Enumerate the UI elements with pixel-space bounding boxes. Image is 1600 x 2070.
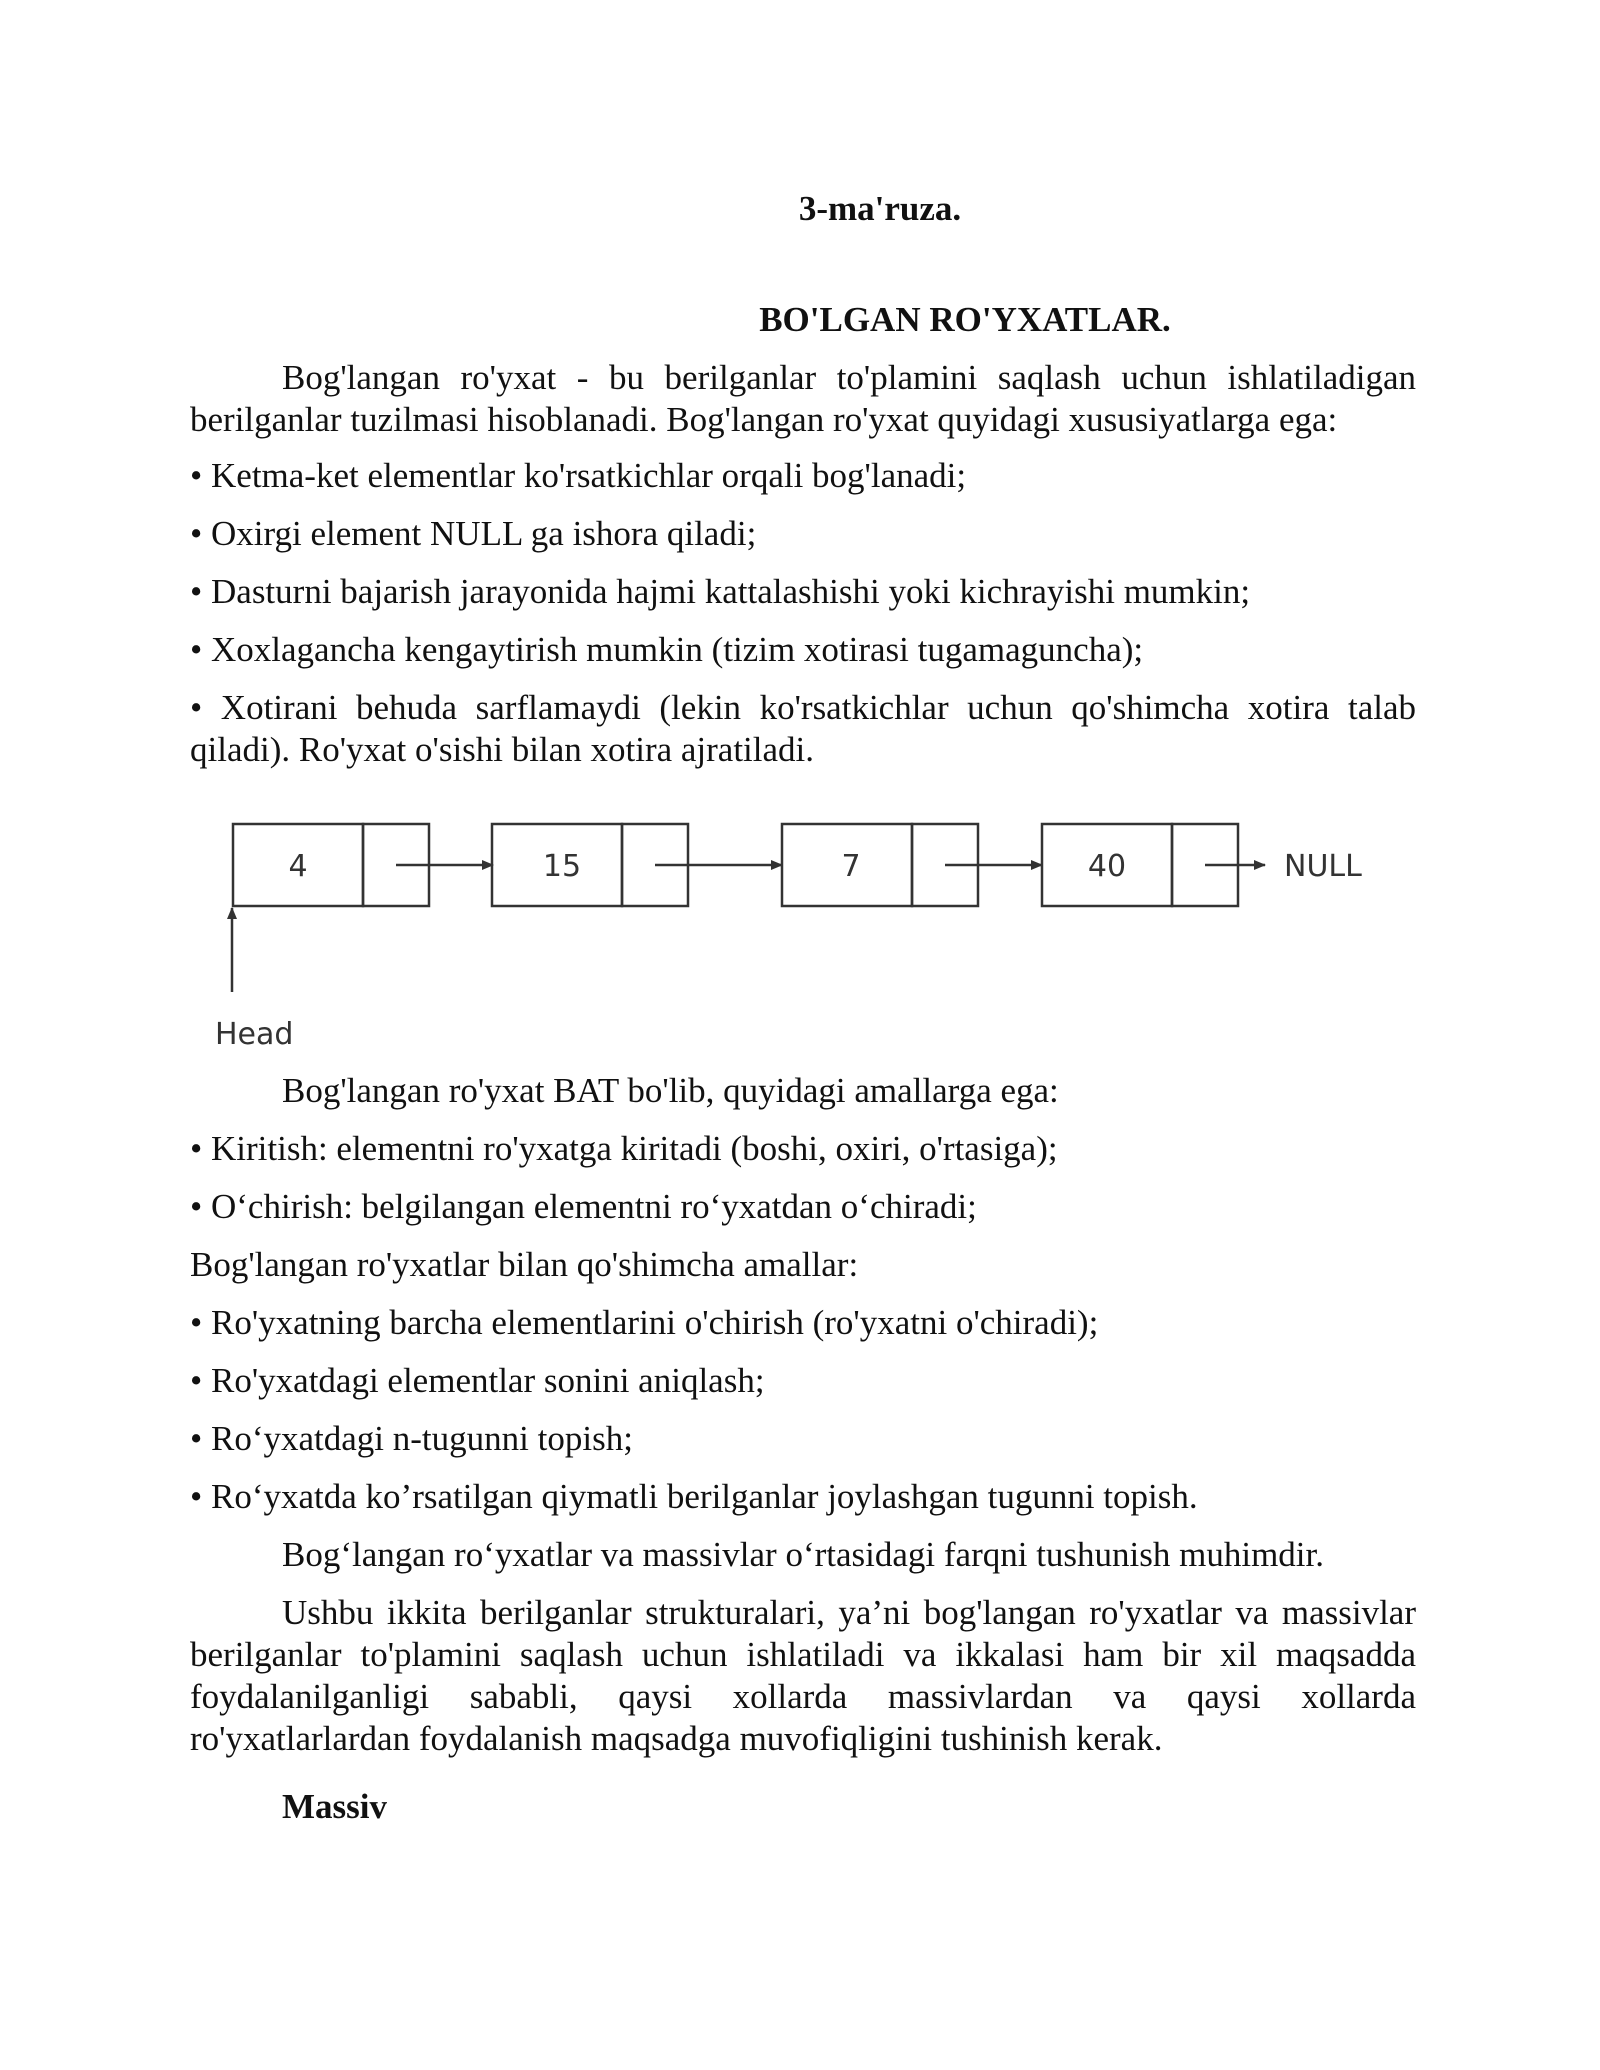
operations-intro: Bog'langan ro'yxat BAT bo'lib, quyidagi amallarga ega: (282, 1071, 1059, 1110)
property-item: • Dasturni bajarish jarayonida hajmi kattalashishi yoki kichrayishi mumkin; (190, 572, 1251, 611)
head-label: Head (215, 1017, 294, 1052)
property-item: • Xoxlagancha kengaytirish mumkin (tizim xotirasi tugamaguncha); (190, 630, 1144, 669)
extra-operation-item: • Ro'yxatning barcha elementlarini o'chirish (ro'yxatni o'chiradi); (190, 1303, 1099, 1342)
node-value: 4 (288, 849, 308, 884)
null-label: NULL (1284, 849, 1362, 884)
intro-paragraph: Bog'langan ro'yxat - bu berilganlar to'plamini saqlash uchun ishlatiladigan berilganlar tuzilmasi hisoblanadi. Bog'langan ro'yxat quyidagi xususiyatlarga ega: (190, 358, 1416, 439)
page-title: BO'LGAN RO'YXATLAR. (759, 300, 1171, 339)
extra-operation-item: • Ro‘yxatdagi n-tugunni topish; (190, 1419, 633, 1458)
section-heading: Massiv (282, 1787, 387, 1826)
property-item: • Xotirani behuda sarflamaydi (lekin ko'rsatkichlar uchun qo'shimcha xotira talab qiladi). Ro'yxat o'sishi bilan xotira ajratiladi. (190, 688, 1416, 769)
operation-item: • O‘chirish: belgilangan elementni ro‘yxatdan o‘chiradi; (190, 1187, 977, 1226)
node-value: 15 (542, 849, 582, 884)
node-value: 40 (1087, 849, 1127, 884)
comparison-paragraph: Ushbu ikkita berilganlar strukturalari, ya’ni bog'langan ro'yxatlar va massivlar berilganlar to'plamini saqlash uchun ishlatiladi va ikkalasi ham bir xil maqsadda foydalanilganligi sababli, qaysi xollarda massivlardan va qaysi xollarda ro'yxatlarlardan foydalanish maqsadga muvofiqligini tushinish kerak. (190, 1593, 1416, 1758)
extra-operation-item: • Ro‘yxatda ko’rsatilgan qiymatli berilganlar joylashgan tugunni topish. (190, 1477, 1198, 1516)
extra-operations-intro: Bog'langan ro'yxatlar bilan qo'shimcha amallar: (190, 1245, 859, 1284)
operation-item: • Kiritish: elementni ro'yxatga kiritadi (boshi, oxiri, o'rtasiga); (190, 1129, 1058, 1168)
property-item: • Oxirgi element NULL ga ishora qiladi; (190, 514, 757, 553)
node-value: 7 (841, 849, 861, 884)
property-item: • Ketma-ket elementlar ko'rsatkichlar orqali bog'lanadi; (190, 456, 967, 495)
difference-line: Bog‘langan ro‘yxatlar va massivlar o‘rtasidagi farqni tushunish muhimdir. (282, 1535, 1325, 1574)
extra-operation-item: • Ro'yxatdagi elementlar sonini aniqlash; (190, 1361, 765, 1400)
linked-list-diagram (200, 800, 1400, 1070)
lecture-number: 3-ma'ruza. (798, 189, 962, 228)
